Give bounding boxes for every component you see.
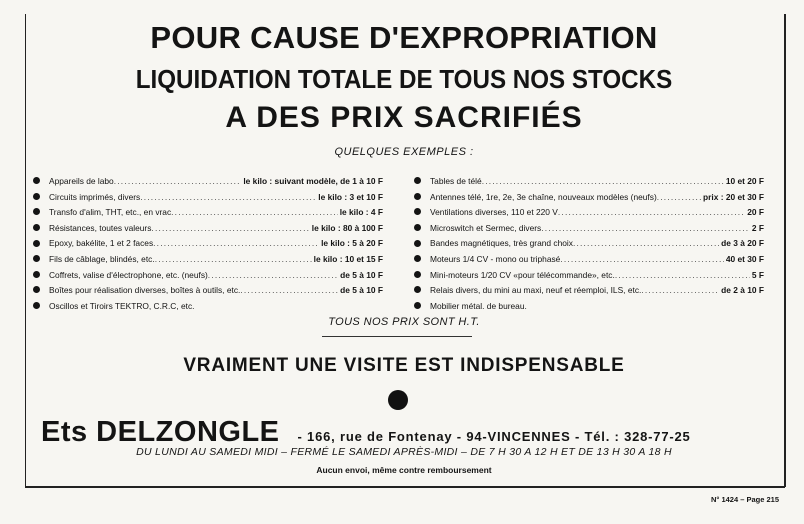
bullet-icon — [33, 224, 40, 231]
dot-leader — [171, 205, 338, 221]
list-item — [33, 205, 383, 221]
item-label: Transfo d'alim, THT, etc., en vrac — [49, 207, 172, 218]
item-price: 20 F — [747, 207, 764, 218]
item-label: Tables de télé — [430, 176, 482, 186]
dot-leader — [560, 252, 723, 268]
bullet-icon — [33, 255, 40, 262]
right-item-list — [414, 174, 764, 314]
bullet-icon — [414, 208, 421, 215]
bullet-icon — [33, 302, 40, 309]
item-price: prix : 20 et 30 F — [703, 191, 764, 202]
headline-line-3: A DES PRIX SACRIFIÉS — [225, 101, 583, 134]
list-item — [414, 252, 764, 268]
item-label: Moteurs 1/4 CV - mono ou triphasé — [430, 253, 561, 264]
dot-leader — [151, 221, 309, 237]
list-item — [33, 283, 383, 299]
bullet-icon — [414, 255, 421, 262]
list-item — [414, 299, 764, 315]
list-item — [414, 268, 764, 284]
bullet-icon — [33, 271, 40, 278]
item-label: Appareils de labo — [49, 176, 114, 186]
item-price: de 5 à 10 F — [340, 285, 383, 296]
prices-note: TOUS NOS PRIX SONT H.T. — [328, 316, 480, 328]
bullet-icon — [33, 286, 40, 293]
list-item — [414, 205, 764, 221]
dot-leader — [573, 236, 719, 252]
item-price: de 5 à 10 F — [340, 269, 383, 280]
item-label: Relais divers, du mini au maxi, neuf et réemploi, ILS, etc. — [430, 285, 642, 296]
company-address-line — [41, 416, 691, 449]
list-item — [33, 190, 383, 206]
company-address: - 166, rue de Fontenay - 94-VINCENNES - Tél. : 328-77-25 — [297, 429, 691, 444]
headline-line-2: LIQUIDATION TOTALE DE TOUS NOS STOCKS — [135, 64, 673, 94]
item-label: Fils de câblage, blindés, etc. — [49, 253, 155, 264]
list-item — [414, 221, 764, 237]
dot-leader — [541, 221, 750, 237]
list-item — [33, 221, 383, 237]
item-label: Antennes télé, 1re, 2e, 3e chaîne, nouveaux modèles (neufs) — [430, 191, 657, 202]
dot-leader — [615, 268, 750, 284]
item-label: Epoxy, bakélite, 1 et 2 faces — [49, 238, 154, 249]
dot-leader — [641, 283, 719, 299]
item-label: Boîtes pour réalisation diverses, boîtes à outils, etc. — [49, 285, 241, 296]
item-price: de 3 à 20 F — [721, 238, 764, 249]
dot-leader — [114, 174, 242, 190]
item-label: Circuits imprimés, divers — [49, 191, 141, 202]
large-bullet-icon — [388, 390, 408, 410]
item-label: Oscillos et Tiroirs TEKTRO, C.R.C, etc. — [49, 300, 195, 311]
left-item-list — [33, 174, 383, 314]
headline-line-1: POUR CAUSE D'EXPROPRIATION — [150, 20, 658, 55]
item-price: 40 et 30 F — [725, 253, 764, 264]
item-label: Mini-moteurs 1/20 CV «pour télécommande», etc. — [430, 269, 615, 280]
item-price: le kilo : 5 à 20 F — [321, 238, 383, 249]
shipping-note: Aucun envoi, même contre remboursement — [316, 465, 492, 475]
item-price: de 2 à 10 F — [721, 285, 764, 296]
item-price: le kilo : suivant modèle, de 1 à 10 F — [243, 176, 383, 186]
list-item — [414, 283, 764, 299]
bullet-icon — [414, 240, 421, 247]
ad-frame-bottom — [25, 486, 785, 488]
bullet-icon — [414, 177, 421, 184]
item-price: le kilo : 10 et 15 F — [313, 253, 383, 264]
item-price: 10 et 20 F — [725, 176, 764, 186]
dot-leader — [140, 190, 316, 206]
item-price: 5 F — [751, 269, 764, 280]
list-item — [414, 174, 764, 190]
item-label: Microswitch et Sermec, divers — [430, 222, 542, 233]
item-price: le kilo : 4 F — [339, 207, 383, 218]
dot-leader — [558, 205, 745, 221]
examples-title: QUELQUES EXEMPLES : — [334, 146, 474, 158]
bullet-icon — [414, 286, 421, 293]
bullet-icon — [33, 193, 40, 200]
list-item — [33, 252, 383, 268]
list-item — [33, 268, 383, 284]
dot-leader — [482, 174, 724, 190]
visit-callout: VRAIMENT UNE VISITE EST INDISPENSABLE — [183, 355, 625, 376]
item-price: le kilo : 3 et 10 F — [318, 191, 383, 202]
item-label: Ventilations diverses, 110 et 220 V — [430, 207, 558, 218]
list-item — [33, 299, 383, 315]
bullet-icon — [414, 224, 421, 231]
item-label: Bandes magnétiques, très grand choix — [430, 238, 573, 249]
bullet-icon — [414, 271, 421, 278]
list-item — [414, 190, 764, 206]
item-label: Mobilier métal. de bureau. — [430, 300, 527, 311]
item-label: Coffrets, valise d'électrophone, etc. (neufs) — [49, 269, 208, 280]
page-number: N° 1424 – Page 215 — [710, 495, 779, 504]
dot-leader — [208, 268, 338, 284]
bullet-icon — [414, 193, 421, 200]
list-item — [33, 174, 383, 190]
opening-hours: DU LUNDI AU SAMEDI MIDI – FERMÉ LE SAMEDI APRÈS-MIDI – DE 7 H 30 A 12 H ET DE 13 H 30 A 18 H — [136, 446, 672, 458]
dot-leader — [240, 283, 338, 299]
company-name: Ets DELZONGLE — [41, 416, 280, 448]
bullet-icon — [33, 208, 40, 215]
bullet-icon — [414, 302, 421, 309]
dot-leader — [657, 190, 701, 206]
dot-leader — [153, 236, 319, 252]
list-item — [414, 236, 764, 252]
bullet-icon — [33, 240, 40, 247]
list-item — [33, 236, 383, 252]
item-label: Résistances, toutes valeurs — [49, 222, 152, 233]
bullet-icon — [33, 177, 40, 184]
divider — [322, 336, 472, 337]
dot-leader — [155, 252, 312, 268]
item-price: 2 F — [751, 222, 764, 233]
item-price: le kilo : 80 à 100 F — [311, 222, 383, 233]
